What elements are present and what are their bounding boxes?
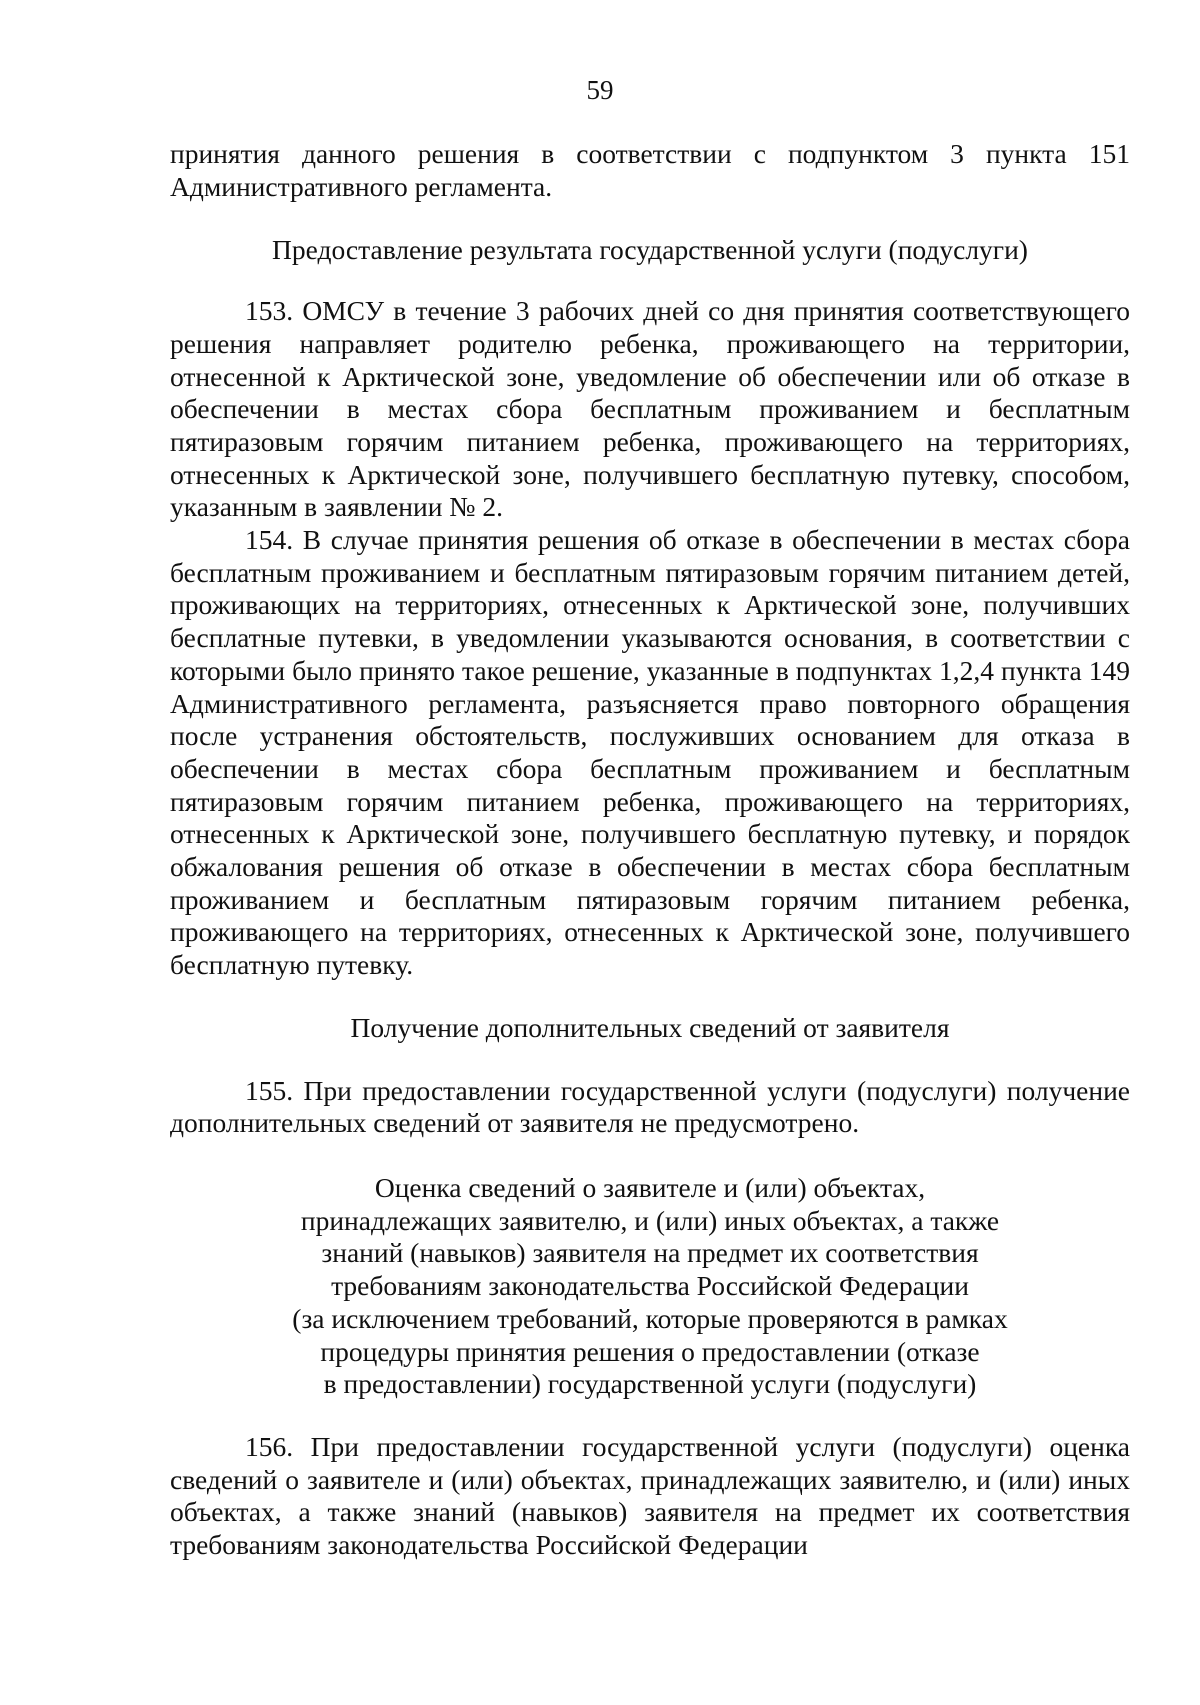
paragraph-154: 154. В случае принятия решения об отказе в обеспечении в местах сбора бесплатным проживанием и бесплатным пятиразовым горячим питанием детей, проживающих на территориях, отнесенных к Арктической зоне, получивших бесплатные путевки, в уведомлении указываются основания, в соответствии с которыми было принято такое решение, указанные в подпунктах 1,2,4 пункта 149 Административного регламента, разъясняется право повторного обращения после устранения обстоятельств, послуживших основанием для отказа в обеспечении в местах сбора бесплатным проживанием и бесплатным пятиразовым горячим питанием ребенка, проживающего на территориях, отнесенных к Арктической зоне, получившего бесплатную путевку, и порядок обжалования решения об отказе в обеспечении в местах сбора бесплатным проживанием и бесплатным пятиразовым горячим питанием ребенка, проживающего на территориях, отнесенных к Арктической зоне, получившего бесплатную путевку. (170, 524, 1130, 981)
heading-assessment-line: принадлежащих заявителю, и (или) иных объектах, а также (300, 1204, 1000, 1236)
heading-assessment-line: процедуры принятия решения о предоставлении (отказе (320, 1335, 980, 1367)
heading-assessment-line: (за исключением требований, которые проверяются в рамках (292, 1302, 1008, 1334)
heading-additional-info: Получение дополнительных сведений от заявителя (350, 1011, 950, 1043)
heading-assessment (170, 1172, 1130, 1401)
document-body (170, 138, 1130, 1562)
paragraph-153: 153. ОМСУ в течение 3 рабочих дней со дня принятия соответствующего решения направляет родителю ребенка, проживающего на территории, отнесенной к Арктической зоне, уведомление об обеспечении или об отказе в обеспечении в местах сбора бесплатным проживанием и бесплатным пятиразовым горячим питанием ребенка, проживающего на территориях, отнесенных к Арктической зоне, получившего бесплатную путевку, способом, указанным в заявлении № 2. (170, 295, 1130, 523)
continuation-paragraph: принятия данного решения в соответствии с подпунктом 3 пункта 151 Административного регламента. (170, 138, 1130, 202)
paragraph-155: 155. При предоставлении государственной услуги (подуслуги) получение дополнительных сведений от заявителя не предусмотрено. (170, 1074, 1130, 1139)
paragraph-156: 156. При предоставлении государственной услуги (подуслуги) оценка сведений о заявителе и (или) объектах, принадлежащих заявителю, и (или) иных объектах, а также знаний (навыков) заявителя на предмет их соответствия требованиям законодательства Российской Федерации (170, 1430, 1130, 1561)
heading-assessment-line: знаний (навыков) заявителя на предмет их соответствия (321, 1237, 979, 1269)
page-number: 59 (586, 75, 614, 105)
heading-assessment-line: Оценка сведений о заявителе и (или) объектах, (374, 1171, 926, 1203)
heading-assessment-line: требованиям законодательства Российской Федерации (331, 1270, 969, 1302)
heading-result-provision: Предоставление результата государственной услуги (подуслуги) (272, 234, 1028, 266)
heading-assessment-line: в предоставлении) государственной услуги (подуслуги) (323, 1368, 977, 1400)
